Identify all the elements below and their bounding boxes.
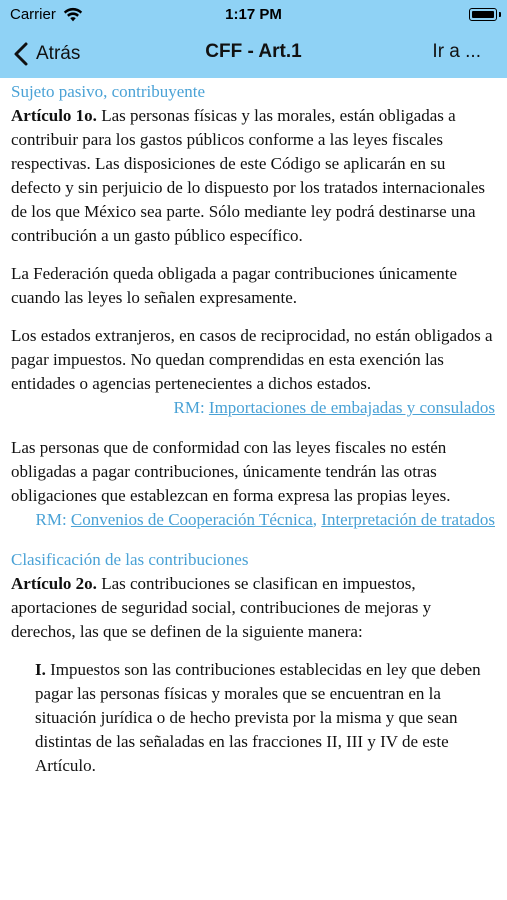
fraction-label: I. xyxy=(35,660,46,679)
back-label[interactable]: Atrás xyxy=(36,43,81,64)
back-button[interactable] xyxy=(12,40,80,68)
rm-prefix: RM: xyxy=(173,398,209,417)
navigation-bar xyxy=(0,30,507,78)
go-to-button[interactable]: Ir a ... xyxy=(432,41,481,62)
rm-prefix: RM: xyxy=(35,510,71,529)
section-heading: Sujeto pasivo, contribuyente xyxy=(11,82,206,101)
article-content[interactable] xyxy=(0,78,507,900)
article-paragraph: Las personas que de conformidad con las leyes fiscales no estén obligadas a pagar contribuciones, únicamente tendrán las otras obligaciones que establezcan en forma expresa las propias leyes. xyxy=(11,438,451,505)
article-paragraph: La Federación queda obligada a pagar contribuciones únicamente cuando las leyes lo señalen expresamente. xyxy=(11,264,458,307)
fraction-item xyxy=(35,658,483,778)
carrier-label: Carrier xyxy=(10,6,56,23)
article-1-label: Artículo 1o. xyxy=(11,106,97,125)
article-1-text xyxy=(11,104,495,248)
article-2-text xyxy=(11,572,495,644)
battery-icon xyxy=(469,8,497,21)
article-2-label: Artículo 2o. xyxy=(11,574,97,593)
section-heading: Clasificación de las contribuciones xyxy=(11,550,249,569)
article-paragraph: Los estados extranjeros, en casos de reciprocidad, no están obligados a pagar impuestos. No quedan comprendidas en esta exención las entidades o agencias pertenecientes a dichos estados. xyxy=(11,326,493,393)
rm-link-tratados[interactable]: Interpretación de tratados xyxy=(321,510,495,529)
status-bar xyxy=(0,0,507,30)
fraction-body: Impuestos son las contribuciones establecidas en ley que deben pagar las personas físicas y morales que se encuentran en la situación jurídica o de hecho prevista por la misma y que sean distintas de las señaladas en las fracciones II, III y IV de este Artículo. xyxy=(35,660,481,775)
related-material xyxy=(11,508,495,532)
article-2-body: Las contribuciones se clasifican en impuestos, aportaciones de seguridad social, contribuciones de mejoras y derechos, las que se definen de la siguiente manera: xyxy=(11,574,432,641)
page-title: CFF - Art.1 xyxy=(205,41,302,62)
rm-link-embajadas[interactable]: Importaciones de embajadas y consulados xyxy=(208,398,495,417)
article-1-body: Las personas físicas y las morales, están obligadas a contribuir para los gastos públicos conforme a las leyes fiscales respectivas. Las disposiciones de este Código se aplicarán en su defecto y sin perjuicio de lo dispuesto por los tratados internacionales de los que México sea parte. Sólo mediante ley podrá destinarse una contribución a un gasto público específico. xyxy=(11,106,485,245)
rm-separator: , xyxy=(312,510,322,529)
clock: 1:17 PM xyxy=(225,6,282,23)
rm-link-convenios[interactable]: Convenios de Cooperación Técnica xyxy=(70,510,313,529)
related-material xyxy=(11,396,495,420)
chevron-left-icon xyxy=(12,41,30,67)
